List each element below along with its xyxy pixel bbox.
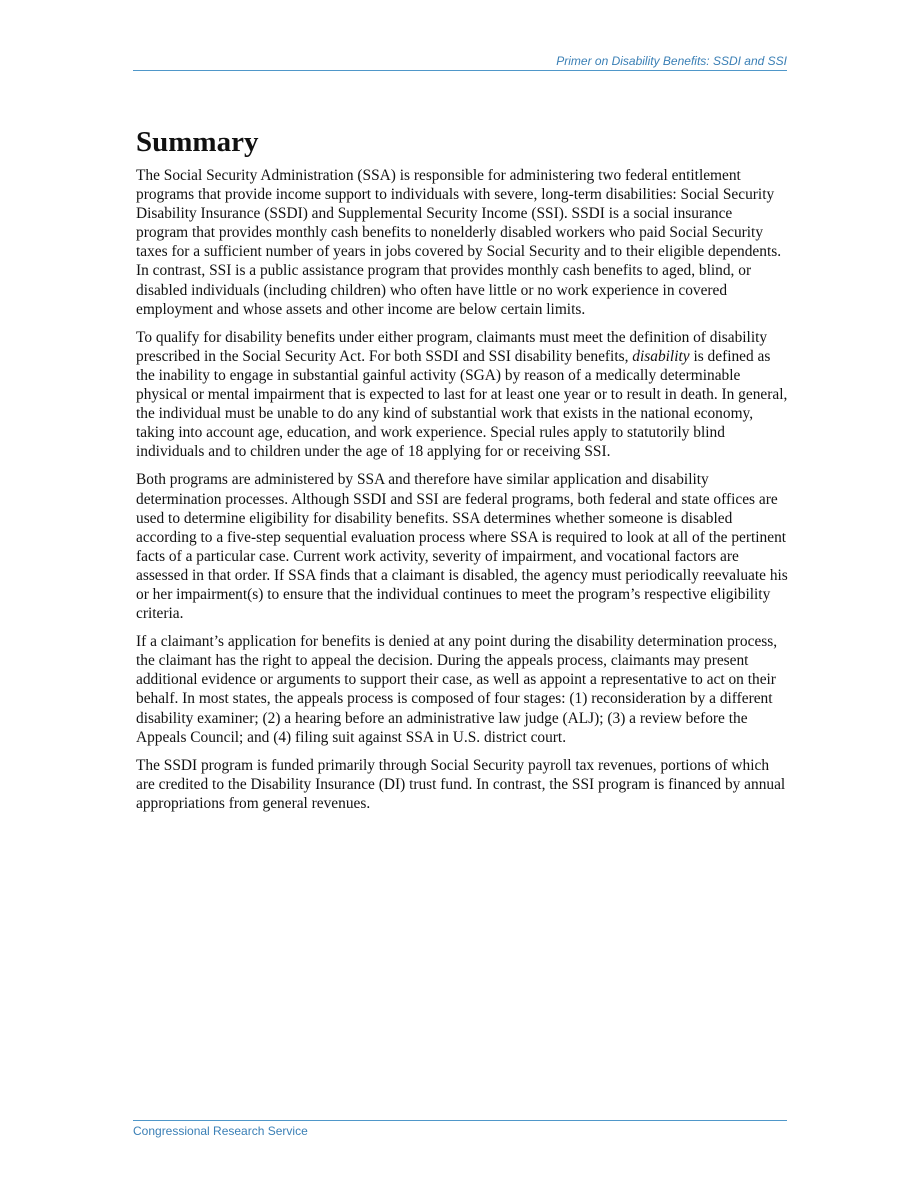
paragraph-5: The SSDI program is funded primarily through Social Security payroll tax revenues, portions of which are credited to the Disability Insurance (DI) trust fund. In contrast, the SSI program is financed by annual appropriations from general revenues.	[136, 756, 786, 812]
paragraph-4: If a claimant’s application for benefits is denied at any point during the disability determination process, the claimant has the right to appeal the decision. During the appeals process, claimants may present additional evidence or arguments to support their case, as well as appoint a representative to act on their behalf. In most states, the appeals process is composed of four stages: (1) reconsideration by a different disability examiner; (2) a hearing before an administrative law judge (ALJ); (3) a review before the Appeals Council; and (4) filing suit against SSA in U.S. district court.	[136, 633, 778, 746]
page-footer	[133, 1120, 787, 1138]
paragraph-2-text-before: To qualify for disability benefits under either program, claimants must meet the definition of disability prescribed in the Social Security Act. For both SSDI and SSI disability benefits,	[136, 328, 768, 365]
disability-term: disability	[632, 347, 690, 365]
paragraph-3: Both programs are administered by SSA and therefore have similar application and disability determination processes. Although SSDI and SSI are federal programs, both federal and state offices are used to determine eligibility for disability benefits. SSA determines whether someone is disabled according to a five-step sequential evaluation process where SSA is required to look at all of the pertinent facts of a particular case. Current work activity, severity of impairment, and vocational factors are assessed in that order. If SSA finds that a claimant is disabled, the agency must periodically reevaluate his or her impairment(s) to ensure that the individual continues to meet the program’s respective eligibility criteria.	[136, 471, 788, 623]
paragraph-2-text-after: is defined as the inability to engage in substantial gainful activity (SGA) by reason of a medically determinable physical or mental impairment that is expected to last for at least one year or to result in death. In general, the individual must be unable to do any kind of substantial work that exists in the national economy, taking into account age, education, and work experience. Special rules apply to statutorily blind individuals and to children under the age of 18 applying for or receiving SSI.	[136, 347, 788, 461]
summary-section	[136, 124, 788, 822]
running-title: Primer on Disability Benefits: SSDI and SSI	[556, 54, 787, 68]
paragraph-2	[136, 328, 788, 462]
footer-organization: Congressional Research Service	[133, 1124, 308, 1138]
paragraph-1: The Social Security Administration (SSA) is responsible for administering two federal entitlement programs that provide income support to individuals with severe, long-term disabilities: Social Security Disability Insurance (SSDI) and Supplemental Security Income (SSI). SSDI is a social insurance program that provides monthly cash benefits to nonelderly disabled workers who paid Social Security taxes for a sufficient number of years in jobs covered by Social Security and to their eligible dependents. In contrast, SSI is a public assistance program that provides monthly cash benefits to aged, blind, or disabled individuals (including children) who often have little or no work experience in covered employment and whose assets and other income are below certain limits.	[136, 167, 782, 318]
section-title: Summary	[136, 126, 259, 158]
running-header	[133, 54, 787, 71]
